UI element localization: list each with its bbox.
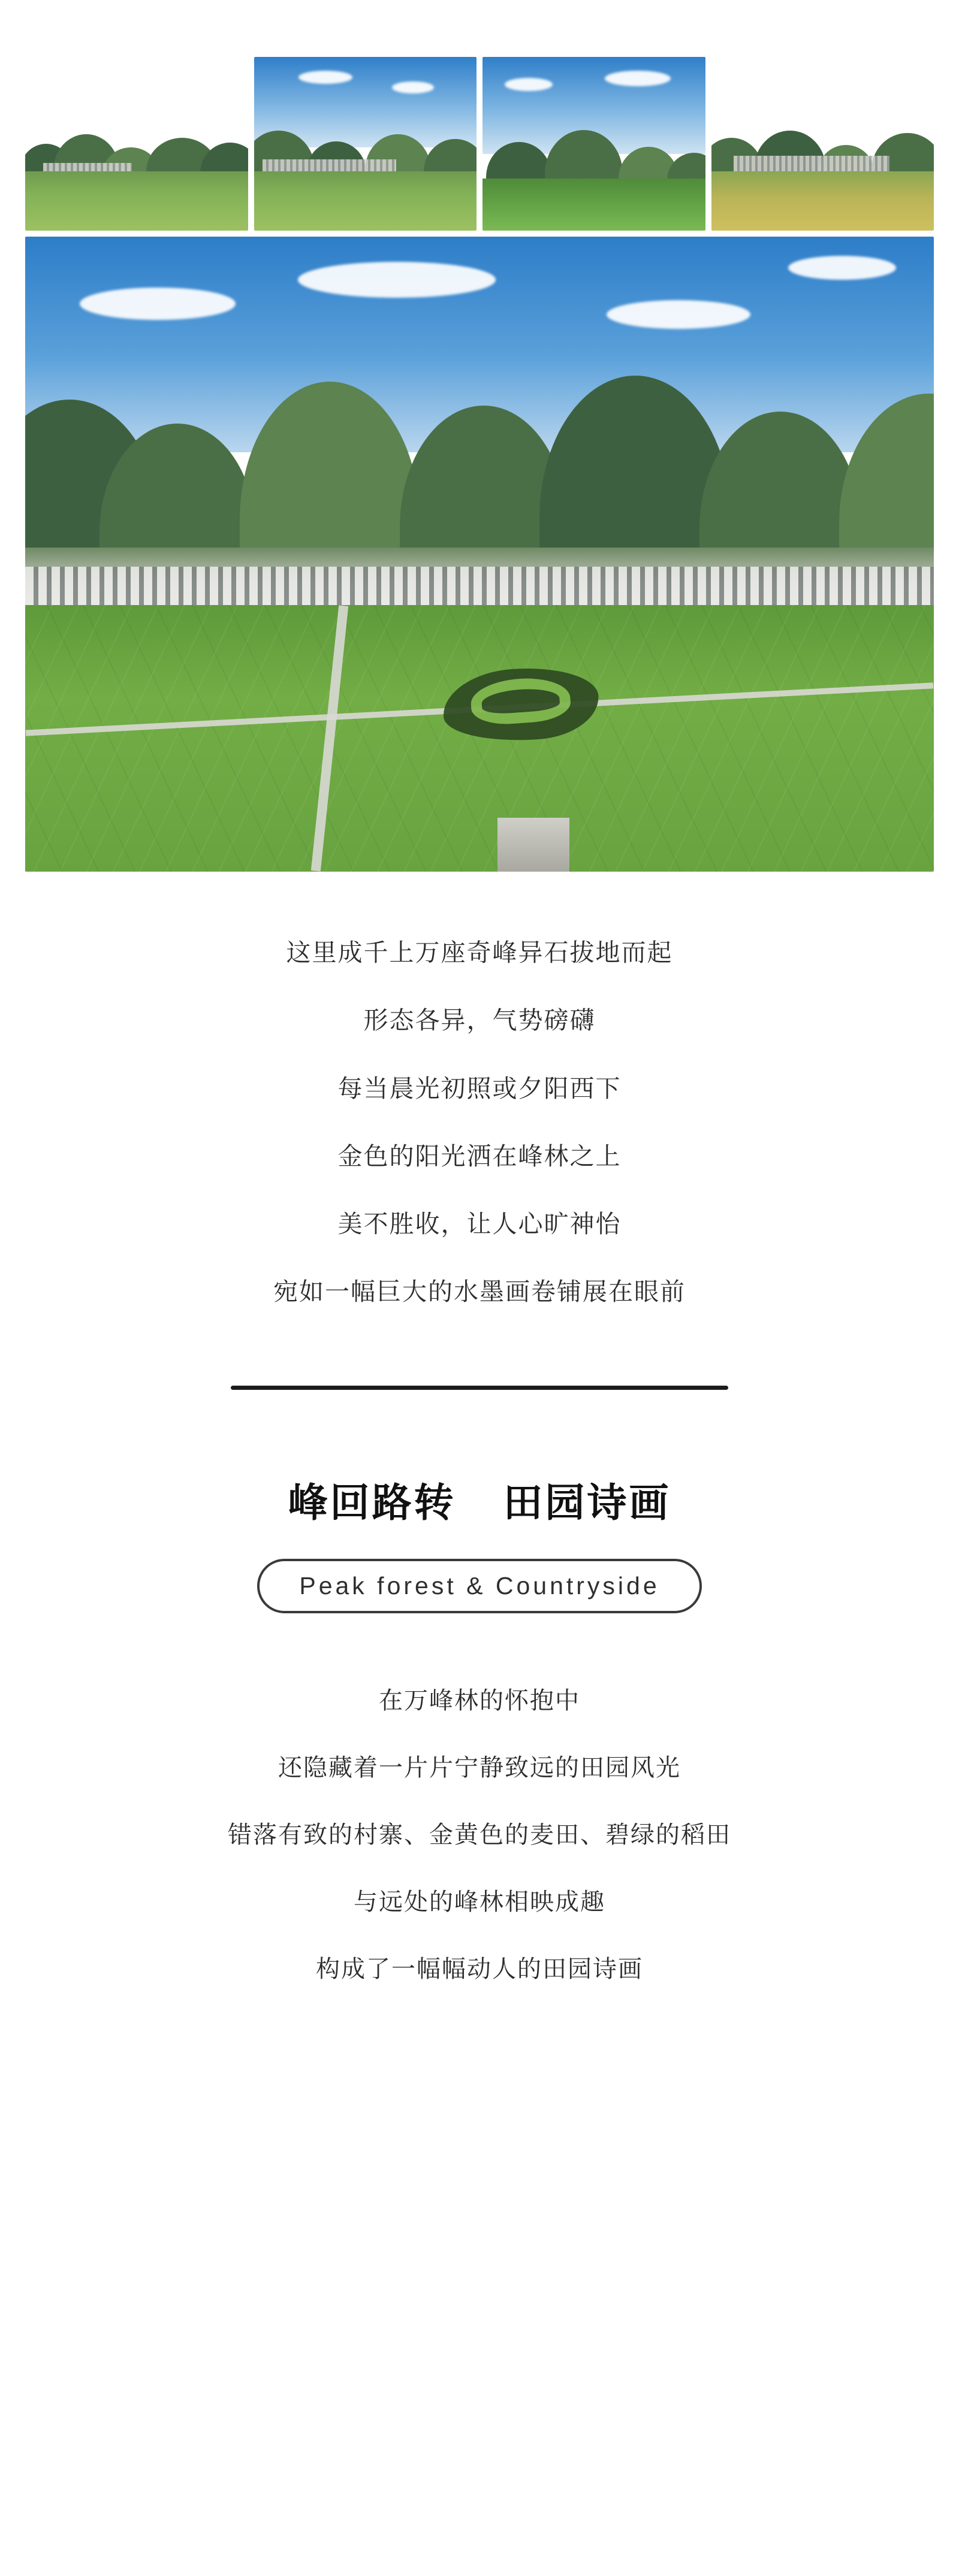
scene-graphic-2	[254, 57, 477, 231]
scene-graphic-1	[25, 57, 248, 231]
section-divider	[0, 1386, 959, 1390]
body-line: 与远处的峰林相映成趣	[354, 1888, 605, 1915]
poem-line: 美不胜收，让人心旷神怡	[337, 1210, 622, 1238]
body-block	[0, 1685, 959, 1985]
scene-graphic-3	[482, 57, 705, 231]
section-subtitle: Peak forest & Countryside	[257, 1559, 701, 1613]
body-line: 错落有致的村寨、金黄色的麦田、碧绿的稻田	[228, 1821, 731, 1848]
body-line: 在万峰林的怀抱中	[379, 1687, 580, 1714]
thumbnail-image-1[interactable]	[25, 57, 248, 231]
hero-scene-graphic	[25, 237, 934, 872]
divider-rule	[231, 1386, 728, 1390]
thumbnail-image-2[interactable]	[254, 57, 477, 231]
poem-line: 形态各异，气势磅礴	[363, 1006, 596, 1035]
thumbnail-image-4[interactable]	[711, 57, 934, 231]
body-line: 还隐藏着一片片宁静致远的田园风光	[278, 1754, 681, 1781]
scene-graphic-4	[711, 57, 934, 231]
section-subtitle-wrap	[0, 1559, 959, 1613]
poem-line: 这里成千上万座奇峰异石拔地而起	[286, 939, 673, 966]
section-title	[0, 1471, 959, 1528]
body-line: 构成了一幅幅动人的田园诗画	[316, 1955, 643, 1982]
poem-block	[0, 938, 959, 1308]
hero-image[interactable]	[25, 237, 934, 872]
section-title-left: 峰回路转	[288, 1480, 456, 1525]
thumbnail-image-3[interactable]	[482, 57, 705, 231]
section-title-right: 田园诗画	[503, 1480, 671, 1525]
poem-line: 宛如一幅巨大的水墨画卷铺展在眼前	[273, 1278, 686, 1306]
bottom-spacer	[0, 1985, 959, 2039]
poem-line: 每当晨光初照或夕阳西下	[337, 1074, 622, 1102]
photo-strip	[0, 0, 959, 231]
poem-line: 金色的阳光洒在峰林之上	[337, 1142, 622, 1170]
